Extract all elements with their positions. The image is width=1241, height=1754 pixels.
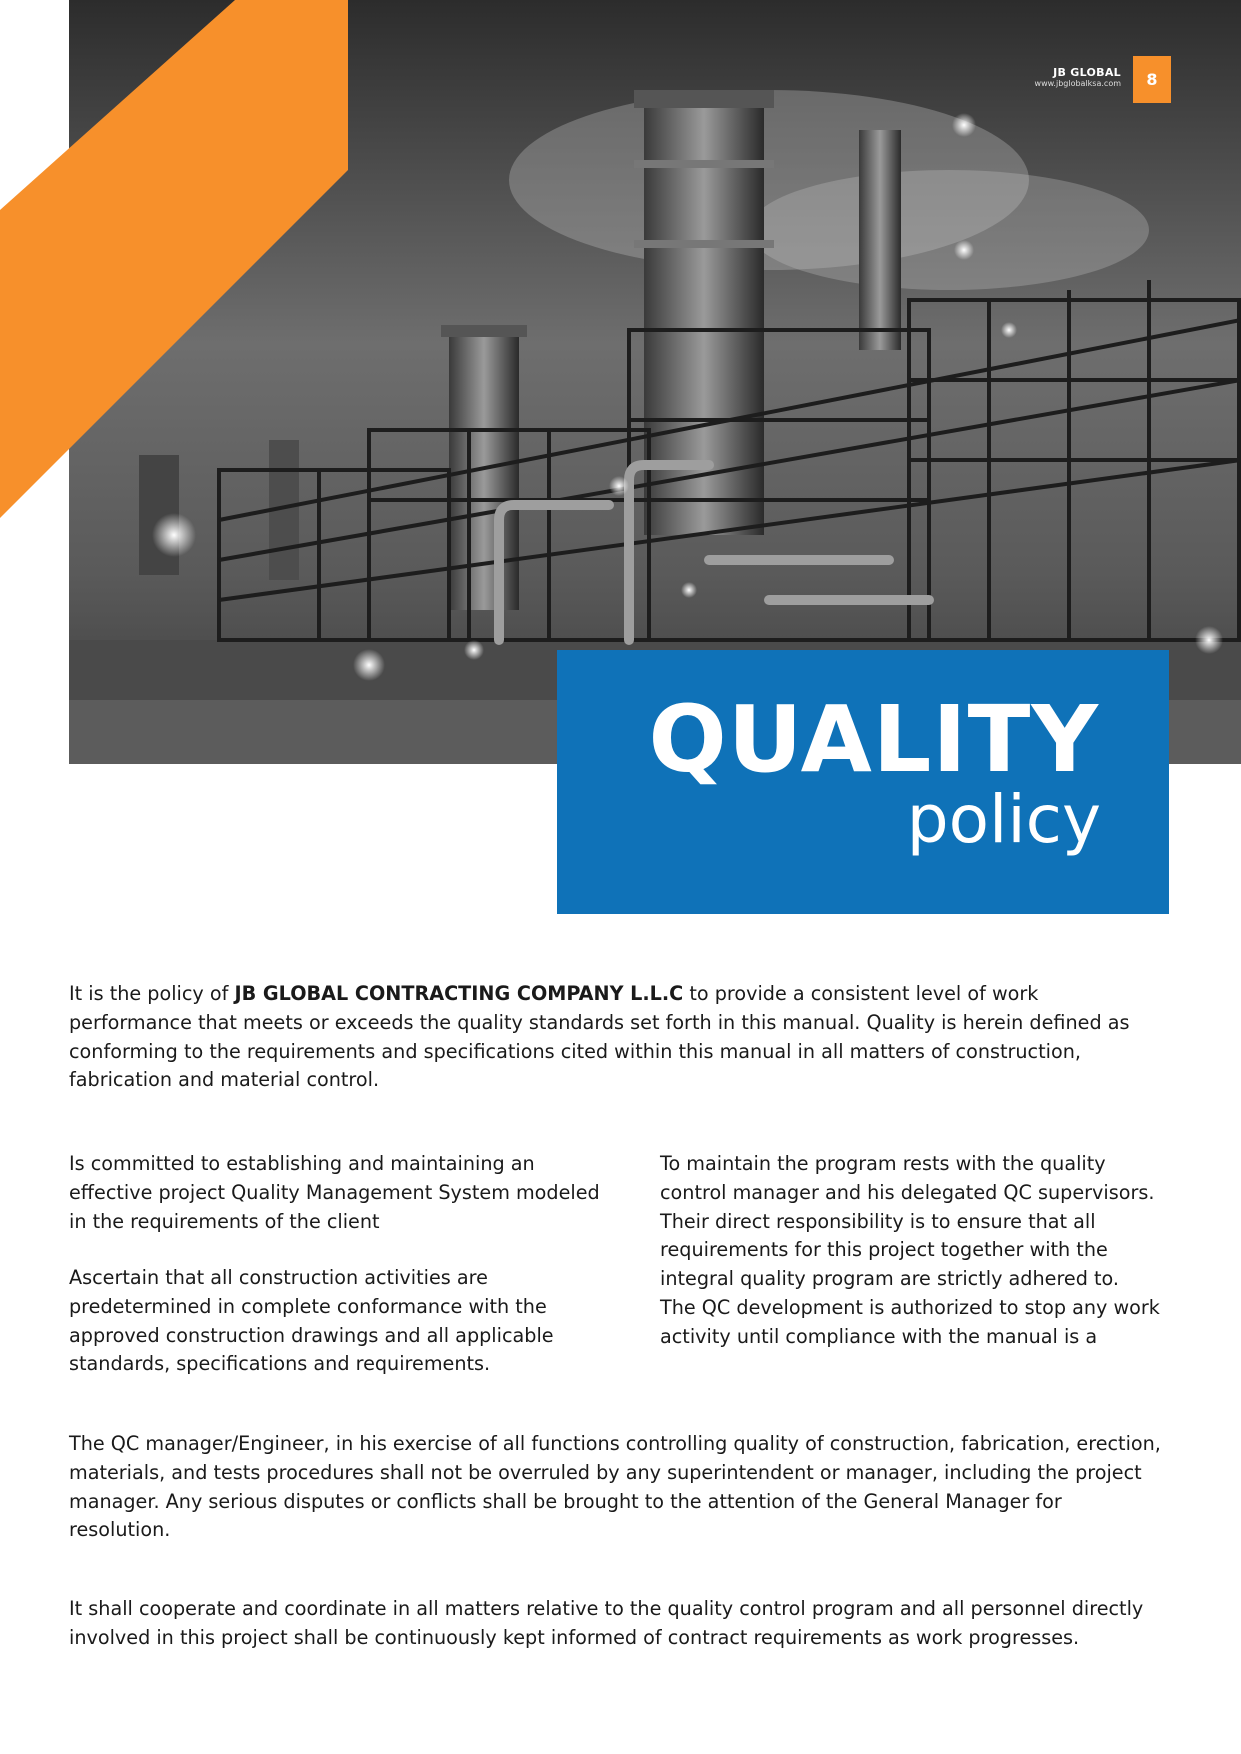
company-name: JB GLOBAL CONTRACTING COMPANY L.L.C <box>234 982 684 1005</box>
intro-suffix: to provide a consistent level of work performance that meets or exceeds the quality standards set forth in this manual. Quality is herein defined as conforming to the requirements and specifications cited within this manual in all matters of construction, fabrication and material control. <box>69 982 1130 1092</box>
brand-url: www.jbglobalksa.com <box>1034 79 1121 88</box>
page-number-badge: 8 <box>1133 56 1171 103</box>
cooperation-paragraph: It shall cooperate and coordinate in all matters relative to the quality control program and all personnel directly involved in this project shall be continuously kept informed of contract requirements as work progresses. <box>69 1597 1144 1649</box>
qc-manager-paragraph: The QC manager/Engineer, in his exercise of all functions controlling quality of construction, fabrication, erection, materials, and tests procedures shall not be overruled by any superintendent or manager, including the project manager. Any serious disputes or conflicts shall be brought to the attention of the General Manager for resolution. <box>69 1432 1161 1542</box>
page-subtitle: policy <box>906 781 1101 858</box>
intro-prefix: It is the policy of <box>69 982 235 1005</box>
left-column-paragraph-2: Ascertain that all construction activities are predetermined in complete conformance with the approved construction drawings and all applicable standards, specifications and requirements. <box>69 1266 554 1376</box>
title-box <box>557 650 1169 914</box>
right-column-paragraph: To maintain the program rests with the quality control manager and his delegated QC supervisors. Their direct responsibility is to ensure that all requirements for this project together with the integral quality program are strictly adhered to. The QC development is authorized to stop any work activity until compliance with the manual is a <box>660 1152 1160 1348</box>
brand-name: JB GLOBAL <box>1053 66 1121 79</box>
orange-diagonal-band <box>0 0 360 530</box>
page-title: QUALITY <box>648 686 1099 793</box>
left-column-paragraph-1: Is committed to establishing and maintaining an effective project Quality Management System modeled in the requirements of the client <box>69 1152 600 1233</box>
intro-paragraph <box>69 980 1149 1095</box>
brand-block <box>1035 66 1121 89</box>
